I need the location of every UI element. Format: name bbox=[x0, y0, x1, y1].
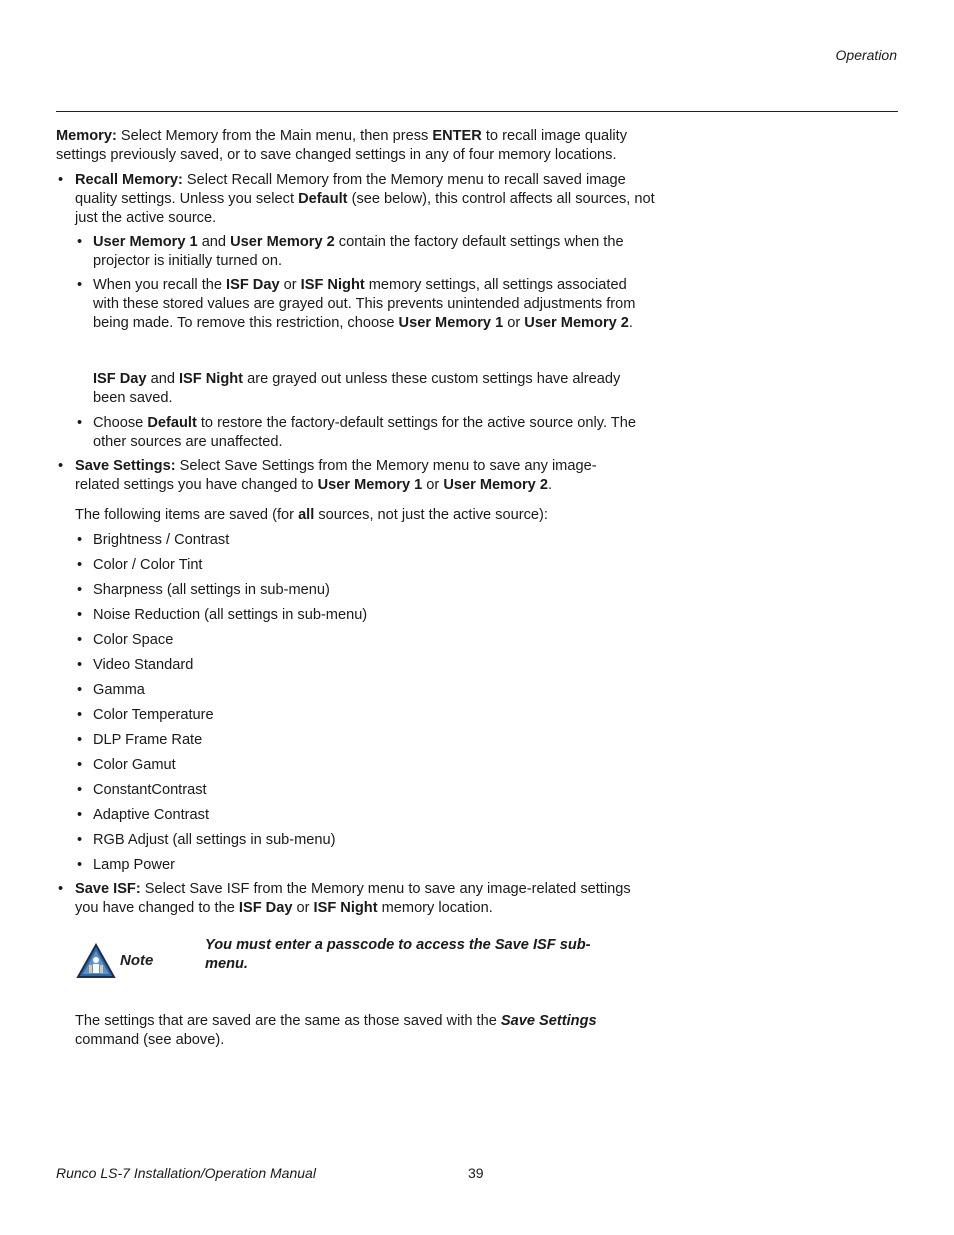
bullet bbox=[77, 531, 87, 550]
bullet bbox=[58, 457, 68, 476]
save-settings-paragraph: Save Settings: Select Save Settings from the Memory menu to save any image-related settings you have changed to User Memory 1 or User Memory 2. bbox=[75, 458, 597, 493]
note-icon bbox=[76, 943, 116, 979]
memory-paragraph: Memory: Select Memory from the Main menu, then press ENTER to recall image quality settings previously saved, or to save changed settings in any of four memory locations. bbox=[56, 128, 628, 163]
saved-item: Color / Color Tint bbox=[93, 557, 203, 573]
saved-item: Sharpness (all settings in sub-menu) bbox=[93, 582, 330, 598]
saved-items-intro: The following items are saved (for all sources, not just the active source): bbox=[75, 507, 548, 523]
save-isf-label: Save ISF: bbox=[75, 881, 141, 897]
bullet bbox=[77, 731, 87, 750]
saved-item: ConstantContrast bbox=[93, 782, 207, 798]
bullet bbox=[58, 171, 68, 190]
bullet bbox=[77, 606, 87, 625]
save-isf-paragraph: Save ISF: Select Save ISF from the Memory menu to save any image-related settings you have changed to the ISF Day or ISF Night memory location. bbox=[75, 881, 631, 916]
bullet bbox=[77, 581, 87, 600]
running-header-section: Operation bbox=[835, 47, 897, 63]
saved-item: Lamp Power bbox=[93, 857, 175, 873]
bullet bbox=[77, 233, 87, 252]
note-label: Note bbox=[120, 952, 154, 969]
bullet bbox=[58, 880, 68, 899]
saved-item: RGB Adjust (all settings in sub-menu) bbox=[93, 832, 336, 848]
isf-grayed-paragraph: ISF Day and ISF Night are grayed out unless these custom settings have already been saved. bbox=[93, 371, 621, 406]
note-text: You must enter a passcode to access the Save ISF sub-menu. bbox=[205, 937, 591, 972]
saved-item: Noise Reduction (all settings in sub-menu) bbox=[93, 607, 368, 623]
saved-item: Color Temperature bbox=[93, 707, 214, 723]
bullet bbox=[77, 556, 87, 575]
saved-item: Adaptive Contrast bbox=[93, 807, 210, 823]
saved-item: Brightness / Contrast bbox=[93, 532, 230, 548]
saved-item: Video Standard bbox=[93, 657, 194, 673]
header-rule bbox=[56, 111, 898, 112]
saved-item: Gamma bbox=[93, 682, 145, 698]
bullet bbox=[77, 681, 87, 700]
recall-memory-paragraph: Recall Memory: Select Recall Memory from the Memory menu to recall saved image quality settings. Unless you select Default (see below), this control affects all sources, not just the active source. bbox=[75, 172, 655, 226]
save-settings-label: Save Settings: bbox=[75, 458, 176, 474]
bullet bbox=[77, 831, 87, 850]
bullet bbox=[77, 276, 87, 295]
bullet bbox=[77, 806, 87, 825]
enter-key: ENTER bbox=[432, 128, 482, 144]
bullet bbox=[77, 756, 87, 775]
footer-page-number: 39 bbox=[468, 1165, 484, 1181]
saved-item: DLP Frame Rate bbox=[93, 732, 203, 748]
saved-item: Color Space bbox=[93, 632, 174, 648]
closing-paragraph: The settings that are saved are the same as those saved with the Save Settings command (see above). bbox=[75, 1013, 597, 1048]
bullet bbox=[77, 631, 87, 650]
isf-recall-item: When you recall the ISF Day or ISF Night memory settings, all settings associated with these stored values are grayed out. This prevents unintended adjustments from being made. To remove this restriction, choose User Memory 1 or User Memory 2. bbox=[93, 277, 636, 331]
footer-manual-title: Runco LS-7 Installation/Operation Manual bbox=[56, 1165, 316, 1181]
saved-item: Color Gamut bbox=[93, 757, 176, 773]
user-memory-defaults-item: User Memory 1 and User Memory 2 contain the factory default settings when the projector is initially turned on. bbox=[93, 234, 624, 269]
bullet bbox=[77, 706, 87, 725]
bullet bbox=[77, 414, 87, 433]
memory-label: Memory: bbox=[56, 128, 117, 144]
bullet bbox=[77, 781, 87, 800]
recall-memory-label: Recall Memory: bbox=[75, 172, 183, 188]
default-item: Choose Default to restore the factory-default settings for the active source only. The other sources are unaffected. bbox=[93, 415, 636, 450]
bullet bbox=[77, 856, 87, 875]
save-settings-command: Save Settings bbox=[500, 1013, 597, 1029]
bullet bbox=[77, 656, 87, 675]
